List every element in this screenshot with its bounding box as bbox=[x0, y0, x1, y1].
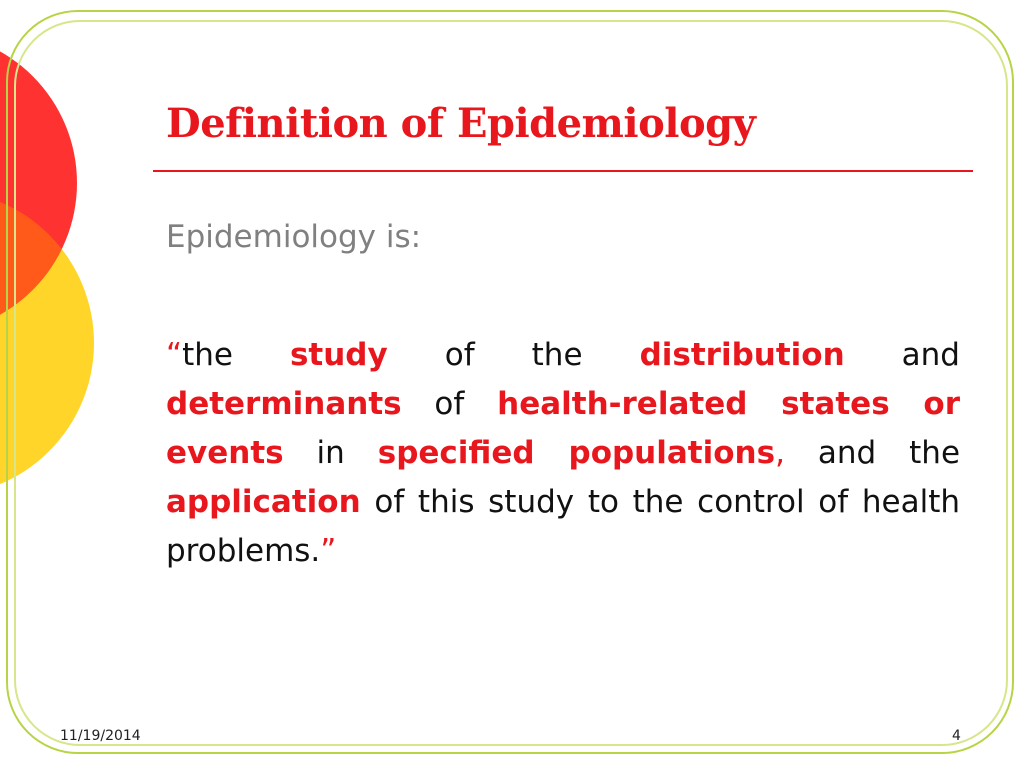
definition-segment: the bbox=[182, 337, 290, 373]
keyword-health-related-states: health-related states or events bbox=[166, 386, 960, 471]
definition-segment: of the bbox=[387, 337, 640, 373]
close-quote: ” bbox=[320, 533, 337, 569]
open-quote: “ bbox=[166, 337, 183, 373]
keyword-specified-populations: specified populations bbox=[377, 435, 776, 471]
definition-comma: , bbox=[775, 435, 785, 471]
keyword-distribution: distribution bbox=[639, 337, 845, 373]
definition-text bbox=[166, 331, 960, 576]
keyword-application: application bbox=[166, 484, 361, 520]
definition-segment: and bbox=[844, 337, 960, 373]
slide-subtitle: Epidemiology is: bbox=[166, 219, 422, 255]
definition-segment: of this study to the control of health problems. bbox=[166, 484, 960, 569]
page-number: 4 bbox=[952, 728, 961, 744]
definition-segment: in bbox=[283, 435, 378, 471]
keyword-determinants: determinants bbox=[166, 386, 402, 422]
title-underline bbox=[153, 170, 973, 172]
definition-segment: of bbox=[401, 386, 498, 422]
definition-segment: and the bbox=[784, 435, 961, 471]
footer-date: 11/19/2014 bbox=[60, 728, 141, 744]
slide-title: Definition of Epidemiology bbox=[166, 100, 756, 147]
keyword-study: study bbox=[289, 337, 388, 373]
